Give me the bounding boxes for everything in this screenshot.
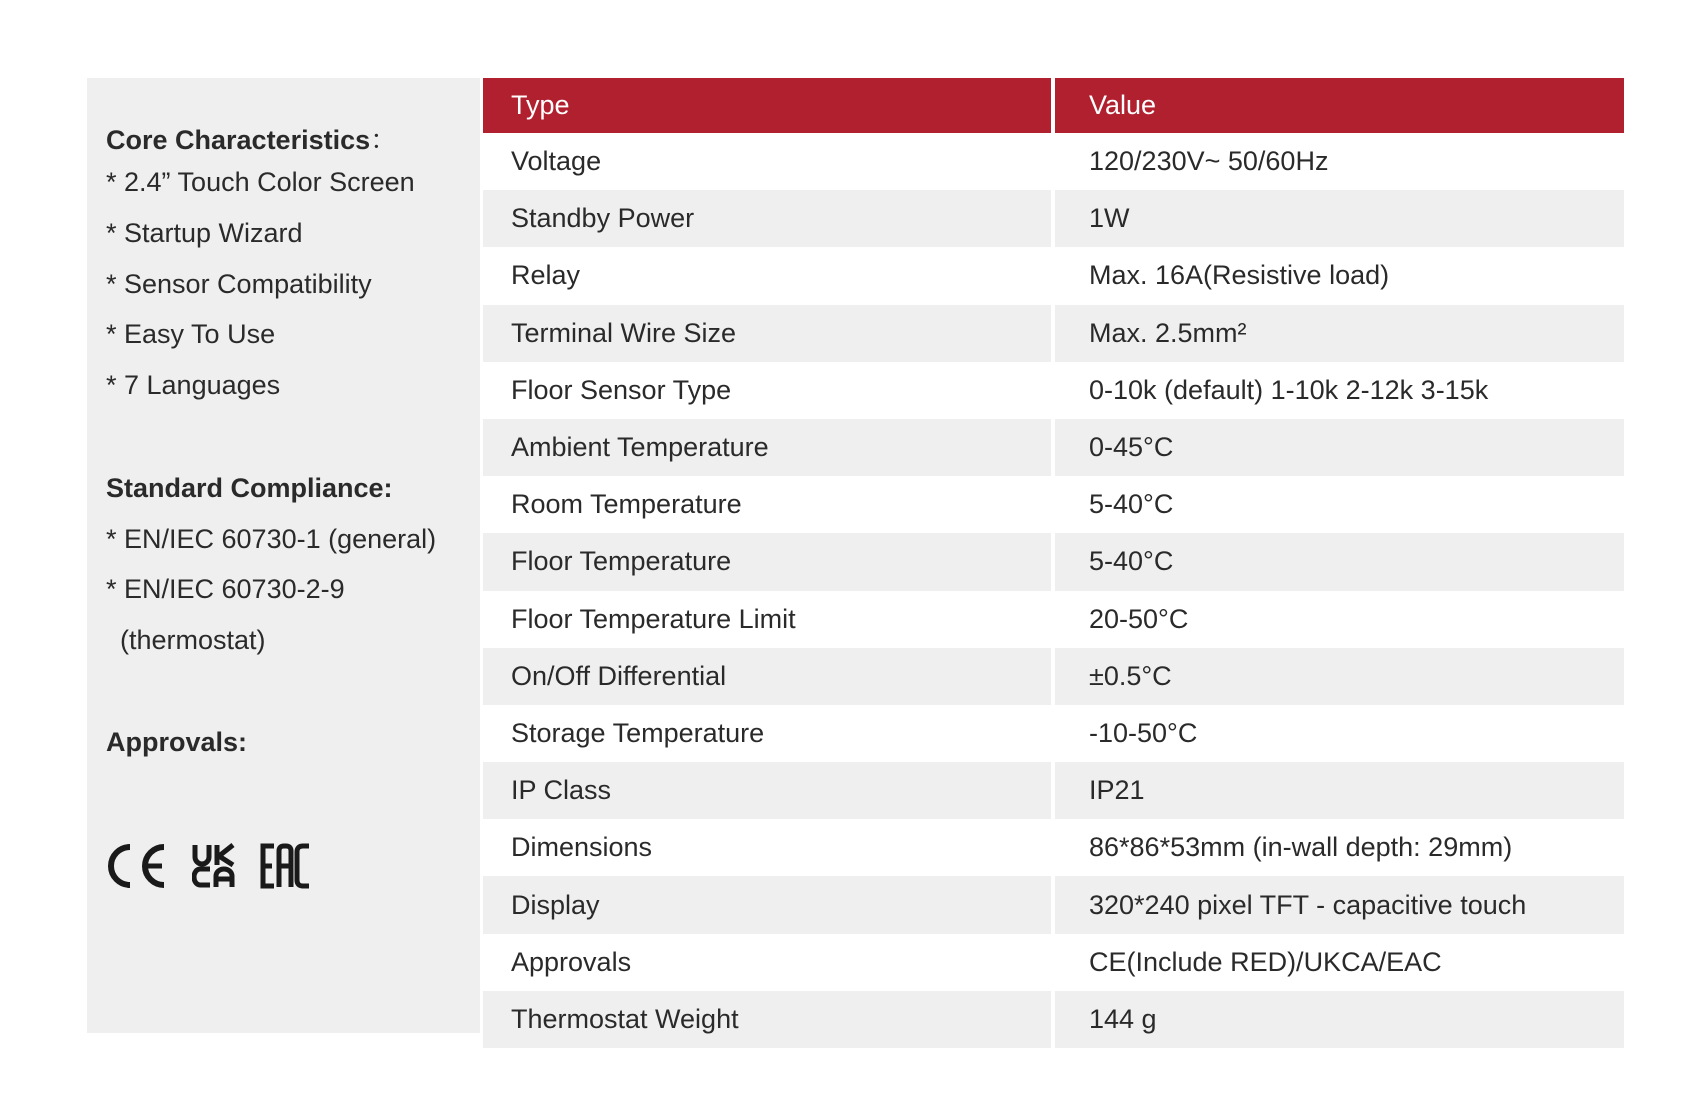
features-sidebar — [87, 78, 480, 1033]
table-row — [483, 876, 1624, 933]
core-item: * 2.4” Touch Color Screen — [106, 167, 415, 197]
table-row — [483, 934, 1624, 991]
row-value-cell: 120/230V~ 50/60Hz — [1055, 133, 1624, 190]
table-header-row — [483, 78, 1624, 133]
eac-mark-icon — [260, 843, 312, 889]
row-value-cell: 320*240 pixel TFT - capacitive touch — [1055, 876, 1624, 933]
table-row — [483, 362, 1624, 419]
core-characteristics-heading — [106, 118, 397, 157]
core-item: * 7 Languages — [106, 370, 281, 400]
row-type-cell: Voltage — [483, 133, 1051, 190]
standard-compliance-heading: Standard Compliance: — [106, 473, 393, 503]
table-row — [483, 991, 1624, 1048]
compliance-item: * EN/IEC 60730-2-9 — [106, 574, 345, 604]
core-item: * Easy To Use — [106, 319, 276, 349]
table-row — [483, 305, 1624, 362]
table-row — [483, 247, 1624, 304]
row-type-cell: Standby Power — [483, 190, 1051, 247]
row-value-cell: CE(Include RED)/UKCA/EAC — [1055, 934, 1624, 991]
row-type-cell: Approvals — [483, 934, 1051, 991]
row-type-cell: Display — [483, 876, 1051, 933]
row-type-cell: On/Off Differential — [483, 648, 1051, 705]
core-item: * Sensor Compatibility — [106, 269, 372, 299]
row-type-cell: Room Temperature — [483, 476, 1051, 533]
row-value-cell: 20-50°C — [1055, 591, 1624, 648]
row-type-cell: Storage Temperature — [483, 705, 1051, 762]
row-type-cell: Thermostat Weight — [483, 991, 1051, 1048]
row-type-cell: Ambient Temperature — [483, 419, 1051, 476]
table-row — [483, 705, 1624, 762]
table-row — [483, 190, 1624, 247]
row-value-cell: Max. 2.5mm² — [1055, 305, 1624, 362]
row-type-cell: Floor Temperature — [483, 533, 1051, 590]
spec-table — [483, 78, 1624, 1048]
row-value-cell: 5-40°C — [1055, 476, 1624, 533]
compliance-item: (thermostat) — [120, 625, 266, 655]
row-value-cell: 86*86*53mm (in-wall depth: 29mm) — [1055, 819, 1624, 876]
row-type-cell: Dimensions — [483, 819, 1051, 876]
column-header-value: Value — [1055, 78, 1624, 133]
row-type-cell: Floor Temperature Limit — [483, 591, 1051, 648]
row-value-cell: -10-50°C — [1055, 705, 1624, 762]
row-type-cell: Terminal Wire Size — [483, 305, 1051, 362]
row-value-cell: 5-40°C — [1055, 533, 1624, 590]
core-characteristics-colon: ： — [370, 125, 398, 155]
row-type-cell: Floor Sensor Type — [483, 362, 1051, 419]
table-row — [483, 533, 1624, 590]
row-value-cell: ±0.5°C — [1055, 648, 1624, 705]
core-characteristics-heading-text: Core Characteristics — [106, 125, 371, 155]
row-value-cell: 0-10k (default) 1-10k 2-12k 3-15k — [1055, 362, 1624, 419]
row-type-cell: Relay — [483, 247, 1051, 304]
approvals-heading: Approvals: — [106, 727, 248, 757]
core-item: * Startup Wizard — [106, 218, 303, 248]
table-row — [483, 819, 1624, 876]
compliance-item: * EN/IEC 60730-1 (general) — [106, 524, 437, 554]
ukca-mark-icon — [192, 843, 236, 889]
table-row — [483, 762, 1624, 819]
column-header-type: Type — [483, 78, 1051, 133]
row-value-cell: 1W — [1055, 190, 1624, 247]
row-value-cell: 0-45°C — [1055, 419, 1624, 476]
approval-marks — [106, 841, 312, 891]
table-row — [483, 648, 1624, 705]
row-value-cell: IP21 — [1055, 762, 1624, 819]
table-row — [483, 419, 1624, 476]
table-row — [483, 591, 1624, 648]
row-value-cell: 144 g — [1055, 991, 1624, 1048]
table-row — [483, 476, 1624, 533]
table-row — [483, 133, 1624, 190]
row-type-cell: IP Class — [483, 762, 1051, 819]
ce-mark-icon — [106, 843, 168, 889]
row-value-cell: Max. 16A(Resistive load) — [1055, 247, 1624, 304]
